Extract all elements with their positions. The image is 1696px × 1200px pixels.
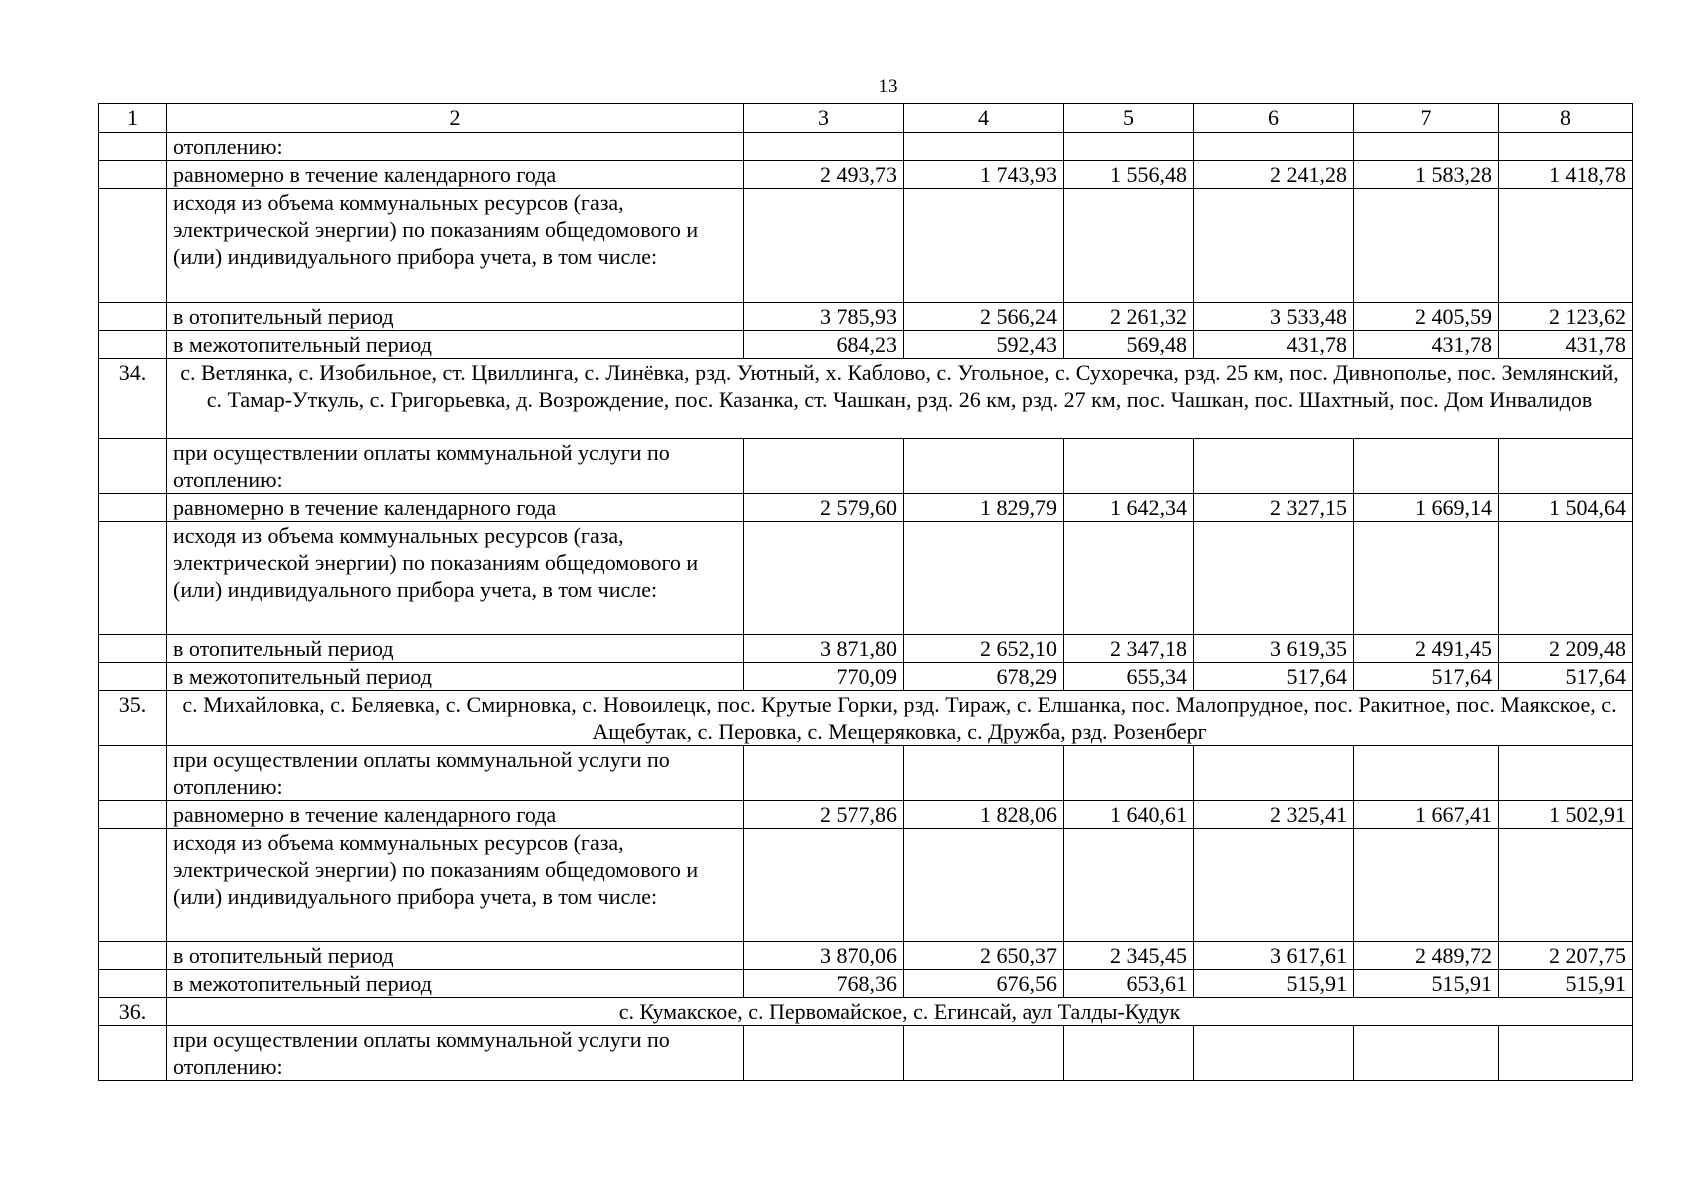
tariff-value — [1499, 746, 1633, 801]
row-label: исходя из объема коммунальных ресурсов (газа, электрической энергии) по показаниям общедомового и (или) индивидуального прибора учета, в том числе: — [167, 189, 744, 303]
row-number — [99, 522, 167, 635]
tariff-value — [744, 522, 904, 635]
tariff-value: 517,64 — [1194, 663, 1354, 691]
tariff-value — [744, 189, 904, 303]
tariff-value: 2 209,48 — [1499, 635, 1633, 663]
row-number — [99, 1026, 167, 1081]
tariff-value: 3 870,06 — [744, 942, 904, 970]
column-number-header: 5 — [1064, 104, 1194, 133]
row-label: отоплению: — [167, 133, 744, 161]
tariff-value: 1 504,64 — [1499, 494, 1633, 522]
tariff-value — [904, 439, 1064, 494]
tariff-value: 1 556,48 — [1064, 161, 1194, 189]
tariff-value: 2 207,75 — [1499, 942, 1633, 970]
table-row — [99, 161, 1633, 189]
tariff-value: 431,78 — [1499, 331, 1633, 359]
table-row — [99, 635, 1633, 663]
tariff-value: 1 828,06 — [904, 801, 1064, 829]
tariff-value: 592,43 — [904, 331, 1064, 359]
tariff-value: 2 493,73 — [744, 161, 904, 189]
tariff-value — [744, 746, 904, 801]
tariff-value: 768,36 — [744, 970, 904, 998]
row-label: равномерно в течение календарного года — [167, 161, 744, 189]
tariff-value — [1194, 133, 1354, 161]
tariff-value — [1499, 829, 1633, 942]
tariff-value — [1064, 829, 1194, 942]
tariff-value — [1354, 1026, 1499, 1081]
tariff-value — [1499, 1026, 1633, 1081]
row-number: 35. — [99, 691, 167, 746]
row-number — [99, 970, 167, 998]
row-label: исходя из объема коммунальных ресурсов (газа, электрической энергии) по показаниям общедомового и (или) индивидуального прибора учета, в том числе: — [167, 522, 744, 635]
tariff-value — [744, 439, 904, 494]
tariff-value: 2 566,24 — [904, 303, 1064, 331]
row-number — [99, 663, 167, 691]
column-number-header: 1 — [99, 104, 167, 133]
tariff-value — [1354, 439, 1499, 494]
tariff-value — [1064, 522, 1194, 635]
table-row — [99, 133, 1633, 161]
settlement-section-row — [99, 691, 1633, 746]
table-row — [99, 663, 1633, 691]
row-number — [99, 161, 167, 189]
tariff-value — [1499, 133, 1633, 161]
row-number: 34. — [99, 359, 167, 439]
tariff-value: 515,91 — [1354, 970, 1499, 998]
column-number-header: 6 — [1194, 104, 1354, 133]
page-number: 13 — [878, 76, 898, 97]
tariff-value — [744, 133, 904, 161]
tariff-value: 684,23 — [744, 331, 904, 359]
tariff-value: 1 669,14 — [1354, 494, 1499, 522]
tariff-value: 1 502,91 — [1499, 801, 1633, 829]
tariff-value — [1499, 439, 1633, 494]
tariff-value: 515,91 — [1499, 970, 1633, 998]
row-number — [99, 133, 167, 161]
tariff-value: 1 829,79 — [904, 494, 1064, 522]
tariff-value — [1194, 1026, 1354, 1081]
tariff-value: 2 491,45 — [1354, 635, 1499, 663]
tariff-value — [1064, 1026, 1194, 1081]
tariff-value: 2 325,41 — [1194, 801, 1354, 829]
tariff-value: 655,34 — [1064, 663, 1194, 691]
settlement-list: с. Кумакское, с. Первомайское, с. Егинсай, аул Талды-Кудук — [167, 998, 1633, 1026]
tariff-value — [744, 1026, 904, 1081]
tariff-value — [1194, 439, 1354, 494]
tariff-value: 2 577,86 — [744, 801, 904, 829]
row-label: в отопительный период — [167, 635, 744, 663]
tariff-value — [1354, 133, 1499, 161]
tariff-value: 3 785,93 — [744, 303, 904, 331]
table-row — [99, 331, 1633, 359]
tariff-value: 517,64 — [1499, 663, 1633, 691]
row-label: исходя из объема коммунальных ресурсов (газа, электрической энергии) по показаниям общедомового и (или) индивидуального прибора учета, в том числе: — [167, 829, 744, 942]
row-number — [99, 189, 167, 303]
row-number — [99, 303, 167, 331]
tariff-value — [904, 189, 1064, 303]
table-row — [99, 303, 1633, 331]
row-label: в отопительный период — [167, 303, 744, 331]
tariff-value — [1354, 522, 1499, 635]
tariff-value: 2 327,15 — [1194, 494, 1354, 522]
tariff-value: 2 123,62 — [1499, 303, 1633, 331]
tariff-value: 1 640,61 — [1064, 801, 1194, 829]
tariff-value — [1354, 189, 1499, 303]
row-label: в межотопительный период — [167, 970, 744, 998]
row-number — [99, 942, 167, 970]
tariff-value — [1354, 829, 1499, 942]
row-number — [99, 746, 167, 801]
tariff-value: 2 405,59 — [1354, 303, 1499, 331]
tariff-value — [1064, 439, 1194, 494]
tariff-value: 1 418,78 — [1499, 161, 1633, 189]
tariff-table — [98, 103, 1633, 1081]
tariff-value — [1499, 522, 1633, 635]
row-label: при осуществлении оплаты коммунальной услуги по отоплению: — [167, 746, 744, 801]
tariff-value: 515,91 — [1194, 970, 1354, 998]
tariff-value: 569,48 — [1064, 331, 1194, 359]
settlement-section-row — [99, 998, 1633, 1026]
tariff-value — [904, 1026, 1064, 1081]
table-row — [99, 189, 1633, 303]
tariff-value: 2 579,60 — [744, 494, 904, 522]
tariff-value — [744, 829, 904, 942]
table-row — [99, 522, 1633, 635]
tariff-value: 431,78 — [1194, 331, 1354, 359]
tariff-value: 1 583,28 — [1354, 161, 1499, 189]
table-row — [99, 970, 1633, 998]
tariff-value: 2 241,28 — [1194, 161, 1354, 189]
tariff-value: 1 667,41 — [1354, 801, 1499, 829]
table-row — [99, 746, 1633, 801]
tariff-value: 2 261,32 — [1064, 303, 1194, 331]
table-row — [99, 829, 1633, 942]
settlement-list: с. Ветлянка, с. Изобильное, ст. Цвиллинга, с. Линёвка, рзд. Уютный, х. Каблово, с. Угольное, с. Сухоречка, рзд. 25 км, пос. Дивнополье, пос. Землянский, с. Тамар-Уткуль, с. Григорьевка, д. Возрождение, пос. Казанка, ст. Чашкан, рзд. 26 км, рзд. 27 км, пос. Чашкан, пос. Шахтный, пос. Дом Инвалидов — [167, 359, 1633, 439]
column-number-header: 7 — [1354, 104, 1499, 133]
table-row — [99, 801, 1633, 829]
tariff-value: 2 347,18 — [1064, 635, 1194, 663]
tariff-value — [1064, 189, 1194, 303]
table-header-row — [99, 104, 1633, 133]
tariff-value — [1194, 829, 1354, 942]
tariff-value: 3 619,35 — [1194, 635, 1354, 663]
tariff-value: 3 533,48 — [1194, 303, 1354, 331]
row-number: 36. — [99, 998, 167, 1026]
column-number-header: 8 — [1499, 104, 1633, 133]
tariff-value — [904, 829, 1064, 942]
tariff-value: 2 345,45 — [1064, 942, 1194, 970]
tariff-value — [1194, 746, 1354, 801]
row-number — [99, 494, 167, 522]
tariff-value — [1499, 189, 1633, 303]
tariff-value — [904, 522, 1064, 635]
table-row — [99, 439, 1633, 494]
table-row — [99, 494, 1633, 522]
tariff-value — [1064, 133, 1194, 161]
settlement-list: с. Михайловка, с. Беляевка, с. Смирновка, с. Новоилецк, пос. Крутые Горки, рзд. Тираж, с. Елшанка, пос. Малопрудное, пос. Ракитное, пос. Маякское, с. Ащебутак, с. Перовка, с. Мещеряковка, с. Дружба, рзд. Розенберг — [167, 691, 1633, 746]
row-label: в межотопительный период — [167, 331, 744, 359]
column-number-header: 4 — [904, 104, 1064, 133]
tariff-value: 517,64 — [1354, 663, 1499, 691]
tariff-value: 1 743,93 — [904, 161, 1064, 189]
column-number-header: 3 — [744, 104, 904, 133]
tariff-value — [1064, 746, 1194, 801]
tariff-value: 2 652,10 — [904, 635, 1064, 663]
tariff-value: 653,61 — [1064, 970, 1194, 998]
row-number — [99, 829, 167, 942]
tariff-value — [904, 746, 1064, 801]
tariff-value: 431,78 — [1354, 331, 1499, 359]
tariff-value: 2 650,37 — [904, 942, 1064, 970]
row-number — [99, 801, 167, 829]
row-number — [99, 439, 167, 494]
tariff-value — [1194, 189, 1354, 303]
tariff-value: 2 489,72 — [1354, 942, 1499, 970]
table-row — [99, 1026, 1633, 1081]
settlement-section-row — [99, 359, 1633, 439]
tariff-value — [904, 133, 1064, 161]
row-label: равномерно в течение календарного года — [167, 494, 744, 522]
row-number — [99, 635, 167, 663]
row-label: равномерно в течение календарного года — [167, 801, 744, 829]
tariff-value: 3 617,61 — [1194, 942, 1354, 970]
tariff-value: 770,09 — [744, 663, 904, 691]
tariff-value: 3 871,80 — [744, 635, 904, 663]
tariff-value — [1354, 746, 1499, 801]
column-number-header: 2 — [167, 104, 744, 133]
row-label: при осуществлении оплаты коммунальной услуги по отоплению: — [167, 1026, 744, 1081]
row-label: в отопительный период — [167, 942, 744, 970]
row-label: при осуществлении оплаты коммунальной услуги по отоплению: — [167, 439, 744, 494]
tariff-value: 678,29 — [904, 663, 1064, 691]
table-row — [99, 942, 1633, 970]
row-label: в межотопительный период — [167, 663, 744, 691]
tariff-value: 676,56 — [904, 970, 1064, 998]
tariff-value: 1 642,34 — [1064, 494, 1194, 522]
tariff-value — [1194, 522, 1354, 635]
row-number — [99, 331, 167, 359]
